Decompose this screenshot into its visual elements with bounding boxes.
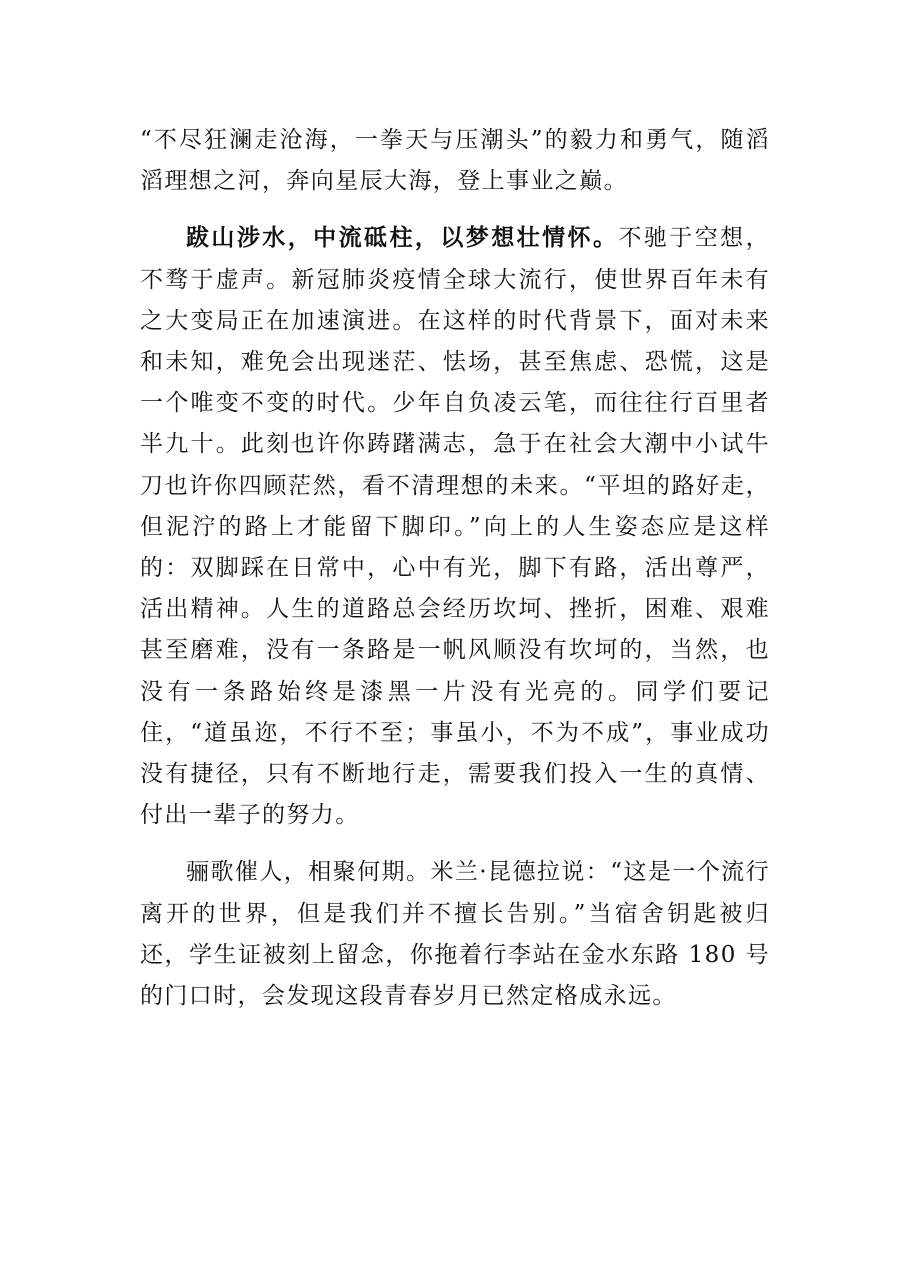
paragraph-dream bbox=[140, 218, 770, 836]
paragraph-text: 骊歌催人，相聚何期。米兰·昆德拉说：“这是一个流行离开的世界，但是我们并不擅长告别。”当宿舍钥匙被归还，学生证被刻上留念，你拖着行李站在金水东路 180 号的门口时，会发现这段青春岁月已然定格成永远。 bbox=[140, 859, 770, 1010]
paragraph-farewell bbox=[140, 852, 770, 1017]
paragraph-text: 不驰于空想，不骛于虚声。新冠肺炎疫情全球大流行，使世界百年未有之大变局正在加速演进。在这样的时代背景下，面对未来和未知，难免会出现迷茫、怯场，甚至焦虑、恐慌，这是一个唯变不变的时代。少年自负凌云笔，而往往行百里者半九十。此刻也许你踌躇满志，急于在社会大潮中小试牛刀也许你四顾茫然，看不清理想的未来。“平坦的路好走，但泥泞的路上才能留下脚印。”向上的人生姿态应是这样的：双脚踩在日常中，心中有光，脚下有路，活出尊严，活出精神。人生的道路总会经历坎坷、挫折，困难、艰难甚至磨难，没有一条路是一帆风顺没有坎坷的，当然，也没有一条路始终是漆黑一片没有光亮的。同学们要记住，“道虽迩，不行不至；事虽小，不为不成”，事业成功没有捷径，只有不断地行走，需要我们投入一生的真情、付出一辈子的努力。 bbox=[140, 225, 770, 829]
paragraph-heading: 跋山涉水，中流砥柱，以梦想壮情怀。 bbox=[186, 225, 619, 252]
document-page bbox=[140, 120, 770, 1017]
paragraph-continuation bbox=[140, 120, 770, 202]
paragraph-text: “不尽狂澜走沧海，一拳天与压潮头”的毅力和勇气，随滔滔理想之河，奔向星辰大海，登上事业之巅。 bbox=[140, 127, 770, 195]
